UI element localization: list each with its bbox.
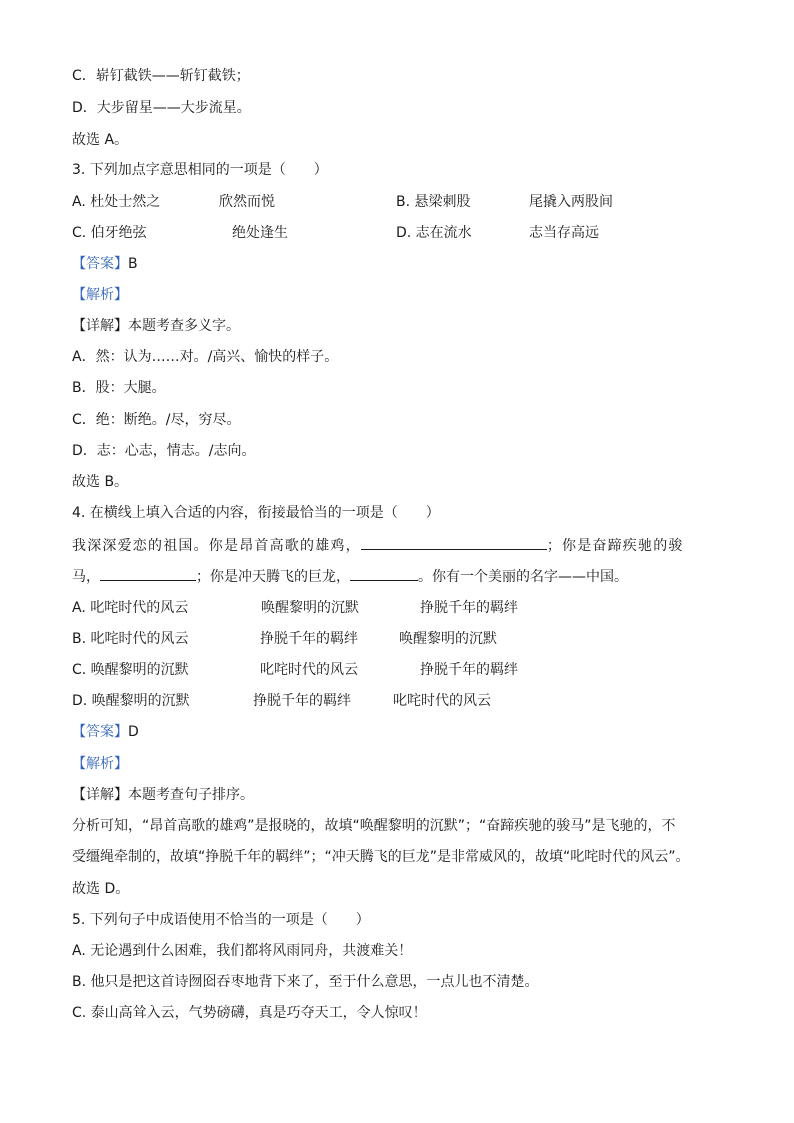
q4-option-c-part-1: C. 唤醒黎明的沉默 (72, 662, 189, 678)
q5-option-a: A. 无论遇到什么困难，我们都将风雨同舟，共渡难关！ (72, 943, 413, 959)
q4-explanation-line-1: 分析可知，“昂首高歌的雄鸡”是报晓的，故填“唤醒黎明的沉默”；“奋蹄疾驰的骏马”是飞驰的，不 (72, 818, 676, 834)
q4-conclusion: 故选 D。 (72, 881, 130, 897)
q4-passage-text-1: 我深深爱恋的祖国。你是昂首高歌的雄鸡， (72, 538, 361, 554)
q3-option-d: D. 志在流水 (396, 225, 472, 241)
q3-option-b-compare: 尾撬入两股间 (529, 194, 613, 210)
q4-passage-text-3: 马， (72, 569, 100, 585)
answer-tag: 【答案】 (72, 256, 128, 272)
q4-option-b (72, 629, 722, 649)
fill-blank-2 (100, 566, 196, 581)
q4-passage-text-2: ；你是奋蹄疾驰的骏 (546, 538, 684, 554)
q4-passage-line-2 (72, 566, 628, 586)
q3-explanation-c: C．绝：断绝。/尽，穷尽。 (72, 412, 241, 428)
q4-option-c-part-3: 挣脱千年的羁绊 (420, 662, 518, 678)
q4-analysis-tag: 【解析】 (72, 756, 128, 772)
q3-option-row-2 (72, 223, 722, 243)
q4-option-d-part-3: 叱咤时代的风云 (393, 693, 491, 709)
answer-value: D (128, 724, 139, 740)
q3-explanation-a: A．然：认为……对。/高兴、愉快的样子。 (72, 349, 339, 365)
q3-conclusion: 故选 B。 (72, 474, 129, 490)
q4-option-b-part-2: 挣脱千年的羁绊 (260, 631, 358, 647)
q4-passage-text-4: ；你是冲天腾飞的巨龙， (196, 569, 350, 585)
q5-option-b: B. 他只是把这首诗囫囵吞枣地背下来了，至于什么意思，一点儿也不清楚。 (72, 974, 539, 990)
q3-option-a: A. 杜处士然之 (72, 194, 161, 210)
prev-option-d-explanation: D．大步留星——大步流星。 (72, 100, 251, 116)
q3-explanation-d: D．志：心志，情志。/志向。 (72, 443, 256, 459)
q4-option-a-part-1: A. 叱咤时代的风云 (72, 600, 189, 616)
prev-option-c-explanation: C．崭钉截铁——斩钉截铁； (72, 68, 250, 84)
q3-option-b: B. 悬梁刺股 (396, 194, 471, 210)
q4-stem: 4. 在横线上填入合适的内容，衔接最恰当的一项是（ ） (72, 505, 440, 521)
q5-option-c: C. 泰山高耸入云，气势磅礴，真是巧夺天工，令人惊叹！ (72, 1005, 427, 1021)
q4-option-d-part-2: 挣脱千年的羁绊 (253, 693, 351, 709)
answer-value: B (128, 256, 138, 272)
q3-answer (72, 254, 138, 274)
prev-answer-conclusion: 故选 A。 (72, 132, 129, 148)
q4-option-b-part-3: 唤醒黎明的沉默 (399, 631, 497, 647)
q4-passage-line-1 (72, 535, 684, 555)
q3-option-a-compare: 欣然而悦 (219, 194, 275, 210)
q4-option-a-part-3: 挣脱千年的羁绊 (420, 600, 518, 616)
q5-stem: 5. 下列句子中成语使用不恰当的一项是（ ） (72, 912, 370, 928)
q3-option-d-compare: 志当存高远 (529, 225, 599, 241)
q4-option-a (72, 598, 722, 618)
q4-passage-text-5: 。你有一个美丽的名字——中国。 (418, 569, 628, 585)
answer-tag: 【答案】 (72, 724, 128, 740)
q3-explanation-b: B．股：大腿。 (72, 380, 166, 396)
q3-analysis-tag: 【解析】 (72, 287, 128, 303)
q4-answer (72, 722, 139, 742)
q4-option-d-part-1: D. 唤醒黎明的沉默 (72, 693, 190, 709)
q4-option-b-part-1: B. 叱咤时代的风云 (72, 631, 189, 647)
q3-stem: 3. 下列加点字意思相同的一项是（ ） (72, 162, 328, 178)
q3-detail: 【详解】本题考查多义字。 (72, 318, 240, 334)
fill-blank-3 (350, 566, 418, 581)
q4-option-d (72, 691, 722, 711)
q3-option-c-compare: 绝处逢生 (232, 225, 288, 241)
q4-detail: 【详解】本题考查句子排序。 (72, 787, 254, 803)
q3-option-row-1 (72, 192, 722, 212)
q3-option-c: C. 伯牙绝弦 (72, 225, 147, 241)
q4-explanation-line-2: 受缰绳牵制的，故填“挣脱千年的羁绊”；“冲天腾飞的巨龙”是非常威风的，故填“叱咤时代的风云”。 (72, 849, 690, 865)
q4-option-a-part-2: 唤醒黎明的沉默 (261, 600, 359, 616)
q4-option-c (72, 660, 722, 680)
q4-option-c-part-2: 叱咤时代的风云 (260, 662, 358, 678)
fill-blank-1 (361, 535, 547, 550)
